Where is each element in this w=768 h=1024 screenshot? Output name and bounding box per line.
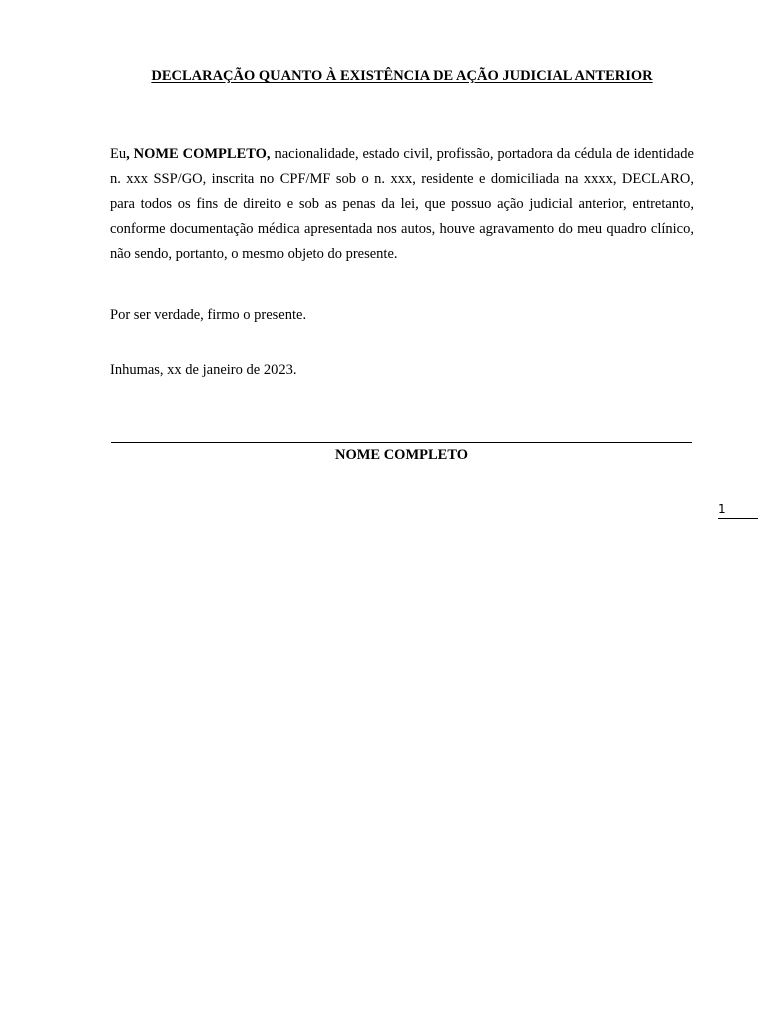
closing-statement: Por ser verdade, firmo o presente. [110,307,307,323]
declarant-name: , NOME COMPLETO, [126,146,271,162]
paragraph-text: nacionalidade, estado civil, profissão, portadora da cédula de identidade n. xxx SSP/GO, inscrita no CPF/MF sob o n. xxx, residente e domiciliada na xxxx, DECLARO, para todos os fins de direito e sob as penas da lei, que possuo ação judicial anterior, entretanto, conforme documentação médica apresentada nos autos, houve agravamento do meu quadro clínico, não sendo, portanto, o mesmo objeto do presente. [110,146,694,262]
declaration-paragraph [110,142,694,267]
signature-name: NOME COMPLETO [334,447,469,463]
signature-line [111,442,692,443]
place-date: Inhumas, xx de janeiro de 2023. [110,362,297,378]
document-title: DECLARAÇÃO QUANTO À EXISTÊNCIA DE AÇÃO JUDICIAL ANTERIOR [151,68,653,84]
page-number: 1 [718,501,758,519]
paragraph-prefix: Eu [110,146,127,162]
